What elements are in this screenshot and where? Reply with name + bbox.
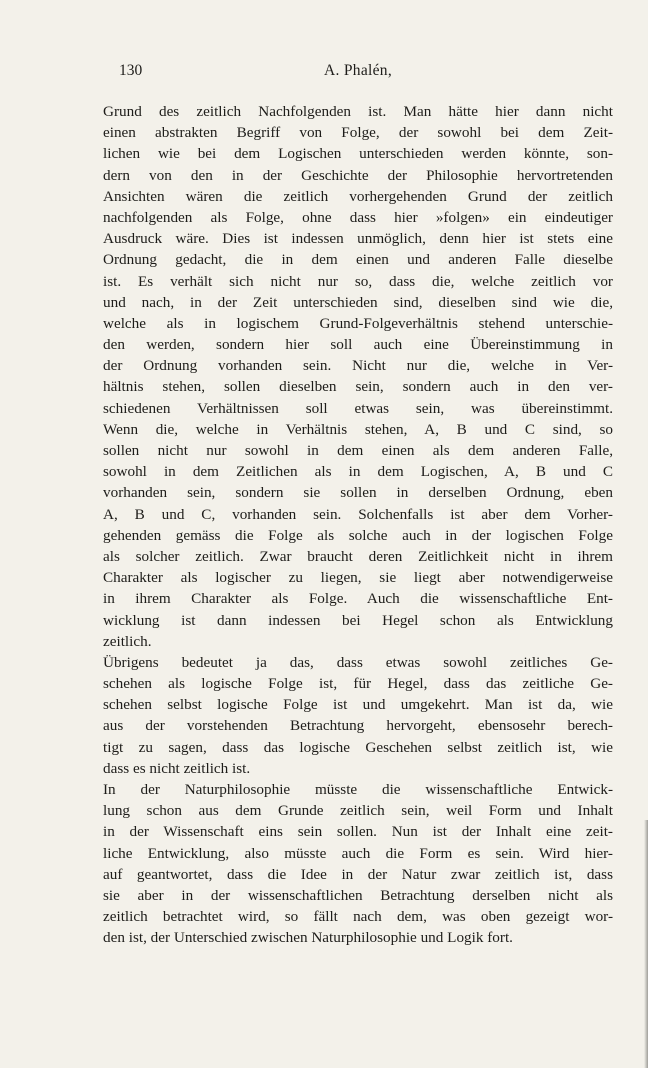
text-line: Ordnung gedacht, die in dem einen und anderen Falle dieselbe [103, 251, 613, 269]
page-number: 130 [119, 62, 143, 79]
body-text [103, 101, 613, 949]
text-line: einen abstrakten Begriff von Folge, der sowohl bei dem Zeit- [103, 124, 613, 142]
text-line: zeitlich. [103, 632, 152, 650]
text-line: Wenn die, welche in Verhältnis stehen, A, B und C sind, so [103, 420, 613, 438]
text-line: hältnis stehen, sollen dieselben sein, sondern auch in den ver- [103, 378, 613, 396]
text-line: A, B und C, vorhanden sein. Solchenfalls ist aber dem Vorher- [103, 505, 613, 523]
text-line: schehen als logische Folge ist, für Hegel, dass das zeitliche Ge- [103, 675, 613, 693]
text-line: der Ordnung vorhanden sein. Nicht nur die, welche in Ver- [103, 357, 613, 375]
text-line: sollen nicht nur sowohl in dem einen als dem anderen Falle, [103, 442, 613, 459]
text-line: liche Entwicklung, also müsste auch die Form es sein. Wird hier- [103, 844, 613, 862]
text-line: zeitlich betrachtet wird, so fällt nach dem, was oben gezeigt wor- [103, 908, 613, 926]
text-line: und nach, in der Zeit unterschieden sind, dieselben sind wie die, [103, 293, 613, 311]
text-line: Ansichten wären die zeitlich vorhergehenden Grund der zeitlich [103, 187, 613, 205]
page-header [103, 62, 613, 84]
text-line: nachfolgenden als Folge, ohne dass hier »folgen» ein eindeutiger [103, 208, 613, 226]
text-line: als solcher zeitlich. Zwar braucht deren Zeitlichkeit nicht in ihrem [103, 547, 613, 565]
text-line: ist. Es verhält sich nicht nur so, dass die, welche zeitlich vor [103, 272, 613, 290]
text-line: Grund des zeitlich Nachfolgenden ist. Man hätte hier dann nicht [103, 103, 613, 120]
text-line: Übrigens bedeutet ja das, dass etwas sowohl zeitliches Ge- [103, 653, 613, 671]
paragraph [103, 101, 613, 652]
text-line: sie aber in der wissenschaftlichen Betrachtung derselben nicht als [103, 886, 613, 904]
paragraph [103, 779, 613, 949]
paragraph [103, 652, 613, 779]
text-line: aus der vorstehenden Betrachtung hervorgeht, ebensosehr berech- [103, 717, 613, 735]
text-line: gehenden gemäss die Folge als solche auch in der logischen Folge [103, 526, 613, 544]
text-line: wicklung ist dann indessen bei Hegel schon als Entwicklung [103, 611, 613, 629]
text-line: schiedenen Verhältnissen soll etwas sein, was übereinstimmt. [103, 399, 613, 417]
text-line: den ist, der Unterschied zwischen Naturphilosophie und Logik fort. [103, 929, 513, 947]
text-line: sowohl in dem Zeitlichen als in dem Logischen, A, B und C [103, 463, 613, 481]
text-line: in der Wissenschaft eins sein sollen. Nun ist der Inhalt eine zeit- [103, 823, 613, 841]
text-line: welche als in logischem Grund-Folgeverhältnis stehend unterschie- [103, 314, 613, 332]
text-line: Ausdruck wäre. Dies ist indessen unmöglich, denn hier ist stets eine [103, 230, 613, 248]
text-line: In der Naturphilosophie müsste die wissenschaftliche Entwick- [103, 781, 613, 798]
page-edge-shadow [644, 820, 648, 1068]
text-line: schehen selbst logische Folge ist und umgekehrt. Man ist da, wie [103, 696, 613, 714]
text-line: auf geantwortet, dass die Idee in der Natur zwar zeitlich ist, dass [103, 865, 613, 883]
text-line: dass es nicht zeitlich ist. [103, 759, 251, 777]
text-line: vorhanden sein, sondern sie sollen in derselben Ordnung, eben [103, 484, 613, 502]
text-line: lung schon aus dem Grunde zeitlich sein, weil Form und Inhalt [103, 802, 613, 820]
text-line: tigt zu sagen, dass das logische Geschehen selbst zeitlich ist, wie [103, 738, 613, 756]
text-line: den werden, sondern hier soll auch eine Übereinstimmung in [103, 336, 613, 354]
text-line: in ihrem Charakter als Folge. Auch die wissenschaftliche Ent- [103, 590, 613, 608]
running-head: A. Phalén, [324, 62, 393, 79]
text-line: lichen wie bei dem Logischen unterschieden werden könnte, son- [103, 145, 613, 163]
text-line: Charakter als logischer zu liegen, sie liegt aber notwendigerweise [103, 569, 613, 587]
text-line: dern von den in der Geschichte der Philosophie hervortretenden [103, 166, 613, 184]
